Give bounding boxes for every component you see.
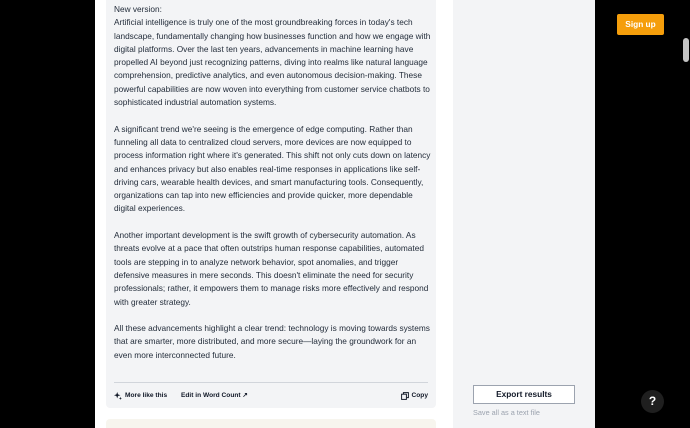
card-divider bbox=[114, 382, 428, 383]
result-paragraph-3: Another important development is the swift growth of cybersecurity automation. As threats evolve at a pace that often outstrips human response capabilities, automated tools are stepping in to analyze network behavior, spot anomalies, and trigger defensive measures in mere seconds. This doesn't eliminate the need for security professionals; rather, it empowers them to manage risks more effectively and respond with greater strategy. bbox=[114, 230, 429, 307]
sparkle-icon bbox=[114, 392, 122, 400]
results-page bbox=[95, 0, 595, 428]
help-button[interactable] bbox=[641, 390, 664, 413]
result-paragraph-1: Artificial intelligence is truly one of the most groundbreaking forces in today's tech landscape, fundamentally changing how businesses function and how we engage with digital platforms. Over the last ten years, advancements in machine learning have propelled AI beyond just recognizing patterns, diving into realms like natural language comprehension, predictive analytics, and even autonomous decision-making. These powerful capabilities are now woven into everything from customer service chatbots to sophisticated industrial automation systems. bbox=[114, 17, 431, 108]
rewrite-result-card bbox=[106, 0, 436, 408]
help-icon: ? bbox=[648, 394, 657, 408]
export-results-button[interactable]: Export results bbox=[473, 385, 575, 404]
more-like-this-label: More like this bbox=[125, 392, 168, 399]
side-panel bbox=[453, 0, 595, 428]
card-actions bbox=[114, 389, 428, 403]
edit-in-word-count-link[interactable] bbox=[181, 389, 248, 403]
edit-in-word-count-label: Edit in Word Count ↗ bbox=[181, 392, 248, 399]
result-heading: New version: bbox=[114, 4, 162, 14]
copy-icon bbox=[401, 392, 409, 400]
result-paragraph bbox=[114, 3, 432, 109]
sign-up-button[interactable]: Sign up bbox=[617, 14, 664, 35]
result-text bbox=[114, 3, 432, 375]
result-paragraph-4: All these advancements highlight a clear trend: technology is moving towards systems that are smarter, more distributed, and more secure—laying the groundwork for an even more interconnected future. bbox=[114, 323, 430, 360]
result-paragraph-2: A significant trend we're seeing is the emergence of edge computing. Rather than funneling all data to centralized cloud servers, more devices are now equipped to process information right where it's generated. This shift not only cuts down on latency and enhances privacy but also enables real-time responses in applications like self-driving cars, wearable health devices, and smart manufacturing tools. Consequently, organizations can tap into new efficiencies and provide quicker, more dependable digital experiences. bbox=[114, 123, 431, 214]
copy-button[interactable] bbox=[401, 389, 428, 403]
dimmed-backdrop-left bbox=[0, 0, 95, 428]
copy-label: Copy bbox=[411, 392, 428, 399]
more-like-this-button[interactable] bbox=[114, 389, 167, 403]
next-result-card bbox=[106, 419, 436, 428]
scrollbar[interactable] bbox=[682, 0, 690, 428]
scrollbar-thumb[interactable] bbox=[683, 38, 689, 62]
save-as-text-file-link[interactable]: Save all as a text file bbox=[473, 408, 540, 417]
